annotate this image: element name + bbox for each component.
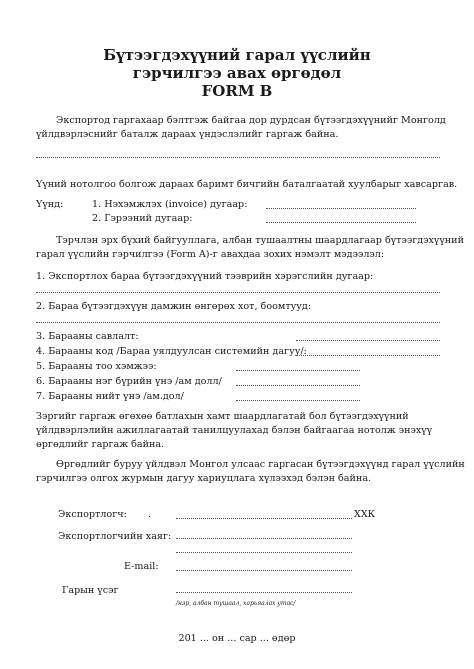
intro-line-1: Экспортод гаргахаар бэлтгэж байгаа дор дурдсан бүтээгдэхүүнийг Монголд	[56, 115, 446, 126]
field-2-label: 2. Бараа бүтээгдэхүүн дамжин өнгөрөх хот, боомтууд:	[36, 301, 312, 312]
signature-label: Гарын үсэг	[62, 585, 119, 596]
signature-caption: /нэр, албан тушаал, харьяалах утас/	[176, 600, 296, 607]
field-1-label: 1. Экспортлох бараа бүтээгдэхүүний тээврийн хэрэгслийн дугаар:	[36, 271, 374, 282]
attach-note: Үүний нотолгоо болгож дараах баримт бичгийн баталгаатай хуулбарыг хавсаргав.	[36, 179, 458, 190]
field-7-label: 7. Барааны нийт үнэ /ам.дол/	[36, 391, 184, 402]
field-5-label: 5. Барааны тоо хэмжээ:	[36, 361, 157, 372]
para4-line-2: гэрчилгээ олгох журмын дагуу хариуцлага хүлээхэд бэлэн байна.	[36, 473, 372, 484]
address-label: Экспортлогчийн хаяг:	[58, 531, 172, 542]
basis-label: Үүнд:	[36, 199, 64, 210]
signature-field[interactable]	[176, 592, 352, 593]
invoice-field[interactable]	[266, 208, 416, 209]
field-1-line[interactable]	[36, 292, 440, 293]
address-field-2[interactable]	[176, 552, 352, 553]
field-6-label: 6. Барааны нэг бүрийн үнэ /ам долл/	[36, 376, 222, 387]
email-field[interactable]	[176, 570, 352, 571]
para2-line-1: Тэрчлэн эрх бүхий байгууллага, албан тушаалтны шаардлагаар бүтээгдэхүүний	[56, 235, 464, 246]
exporter-suffix: ХХК	[354, 509, 376, 520]
title-line-1: Бүтээгдэхүүний гарал үүслийн	[103, 46, 371, 64]
field-4-label: 4. Барааны код /Бараа уялдуулсан системийн дагуу/:	[36, 346, 307, 357]
field-2-line[interactable]	[36, 322, 440, 323]
exporter-dot: .	[148, 509, 152, 520]
intro-blank-line[interactable]	[36, 157, 440, 158]
para3-line-2: үйлдвэрлэлийн ажиллагаатай танилцуулахад бэлэн байгаагаа нотолж энэхүү	[36, 425, 433, 436]
para2-line-2: гарал үүслийн гэрчилгээ (Form A)-г авахдаа зохих нэмэлт мэдээлэл:	[36, 249, 385, 260]
exporter-label: Экспортлогч:	[58, 509, 127, 520]
intro-line-2: үйлдвэрлэснийг баталж дараах үндэслэлийг гаргаж байна.	[36, 129, 339, 140]
invoice-label: 1. Нэхэмжлэх (invoice) дугаар:	[92, 199, 248, 210]
para3-line-3: өргөдлийг гаргаж байна.	[36, 439, 165, 450]
field-4-line[interactable]	[296, 355, 440, 356]
field-5-line[interactable]	[236, 370, 360, 371]
address-field[interactable]	[176, 538, 352, 539]
title-line-3: FORM B	[201, 82, 273, 100]
contract-label: 2. Гэрээний дугаар:	[92, 213, 193, 224]
title-line-2: гэрчилгээ авах өргөдөл	[132, 64, 342, 82]
field-3-line[interactable]	[296, 340, 440, 341]
exporter-field[interactable]	[176, 518, 352, 519]
field-6-line[interactable]	[236, 385, 360, 386]
para3-line-1: Зэргийг гаргаж өгөхөө батлахын хамт шаардлагатай бол бүтээгдэхүүний	[36, 411, 409, 422]
field-7-line[interactable]	[236, 400, 360, 401]
contract-field[interactable]	[266, 222, 416, 223]
date-line: 201 ... он ... сар ... өдөр	[178, 633, 296, 644]
email-label: E-mail:	[124, 561, 159, 572]
para4-line-1: Өргөдлийг буруу үйлдвэл Монгол улсаас гаргасан бүтээгдэхүүнд гарал үүслийн	[56, 459, 465, 470]
field-3-label: 3. Барааны савлалт:	[36, 331, 139, 342]
